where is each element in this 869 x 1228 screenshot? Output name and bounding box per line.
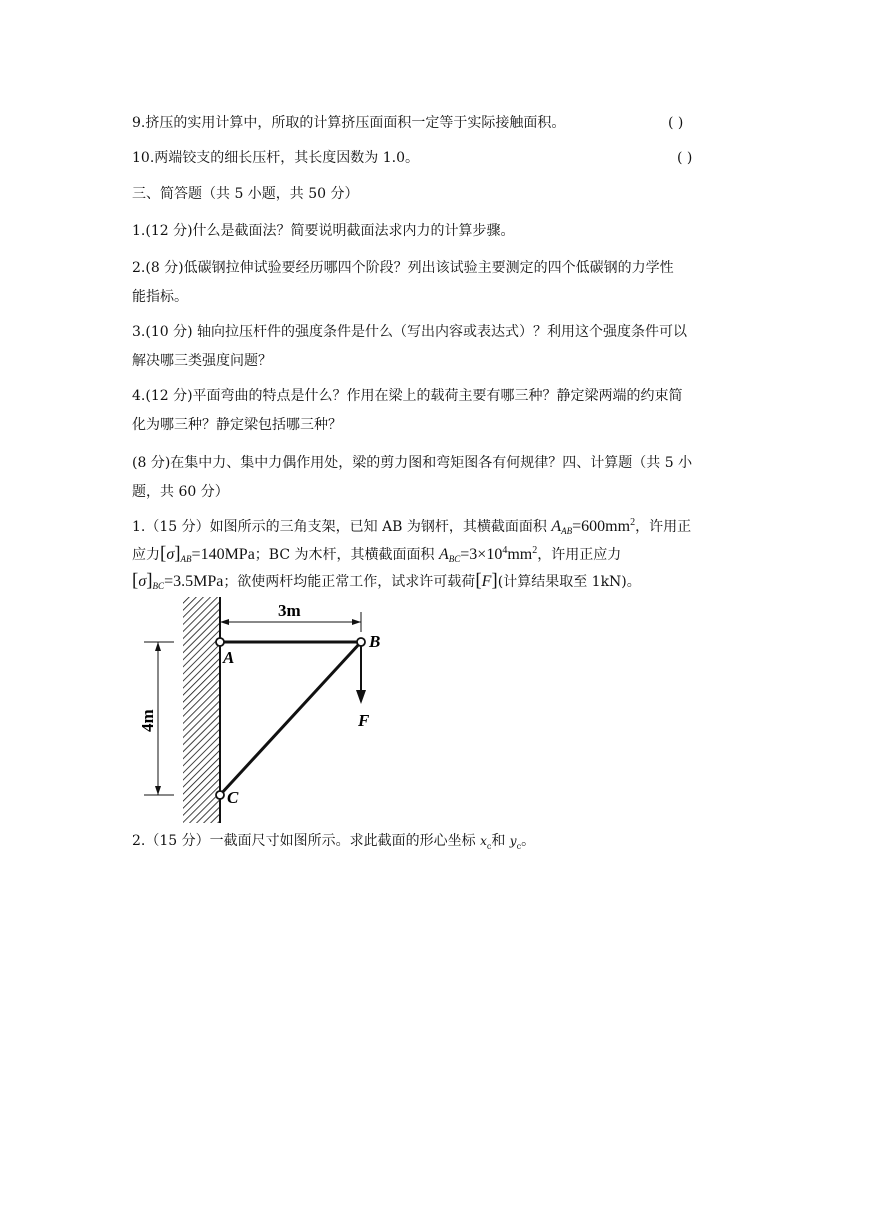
calc-problem-2: 2.（15 分）一截面尺寸如图所示。求此截面的形心坐标 $x_c$和 $y_c$。 (132, 833, 536, 851)
calc-problem-1-line1: 1.（15 分）如图所示的三角支架，已知 AB 为钢杆，其横截面面积 $A_{AB}=600mm^2$，许用正 (132, 517, 692, 536)
short-answer-q5-line1: (8 分)在集中力、集中力偶作用处，梁的剪力图和弯矩图各有何规律？四、计算题（共 5 小 (132, 455, 693, 471)
short-answer-q2-line2: 能指标。 (132, 289, 188, 305)
calc-problem-1-line3: $[\sigma]_{BC}=3.5MPa$；欲使两杆均能正常工作，试求许可载荷[F](计算结果取至 1kN)。 (132, 570, 641, 591)
dim-label-3m: 3m (278, 601, 301, 620)
joint-label-a: A (223, 648, 235, 667)
load-label-f: F (358, 711, 370, 730)
short-answer-q3-line2: 解决哪三类强度问题？ (132, 353, 272, 369)
short-answer-q4-line1: 4.(12 分)平面弯曲的特点是什么？作用在梁上的载荷主要有哪三种？静定梁两端的约束简 (132, 388, 683, 404)
short-answer-q2-line1: 2.(8 分)低碳钢拉伸试验要经历哪四个阶段？列出该试验主要测定的四个低碳钢的力学性 (132, 260, 674, 276)
bar-bc (220, 642, 361, 795)
question-10: 10.两端铰支的细长压杆，其长度因数为 1.0。 (132, 150, 419, 166)
section-3-heading: 三、简答题（共 5 小题，共 50 分） (132, 186, 359, 202)
wall-hatch (183, 597, 220, 823)
joint-a (216, 638, 224, 646)
joint-c (216, 791, 224, 799)
short-answer-q1: 1.(12 分)什么是截面法？简要说明截面法求内力的计算步骤。 (132, 223, 515, 239)
load-arrow-head (356, 690, 366, 704)
short-answer-q5-line2: 题，共 60 分） (132, 484, 229, 500)
short-answer-q3-line1: 3.(10 分) 轴向拉压杆件的强度条件是什么（写出内容或表达式）？利用这个强度条件可以 (132, 324, 687, 340)
truss-figure (130, 592, 410, 832)
answer-blank-10[interactable]: ( ) (677, 150, 693, 166)
short-answer-q4-line2: 化为哪三种？静定梁包括哪三种？ (132, 417, 342, 433)
joint-label-b: B (369, 632, 381, 651)
answer-blank-9[interactable]: ( ) (668, 115, 684, 131)
dim-label-4m: 4m (138, 709, 157, 732)
calc-problem-1-line2: 应力$[\sigma]_{AB}=140MPa$；BC 为木杆，其横截面面积 $A_{BC}=3\times 10^4mm^2$，许用正应力 (132, 543, 622, 564)
joint-b (357, 638, 365, 646)
joint-label-c: C (227, 788, 239, 807)
question-9: 9.挤压的实用计算中，所取的计算挤压面面积一定等于实际接触面积。 (132, 115, 566, 131)
